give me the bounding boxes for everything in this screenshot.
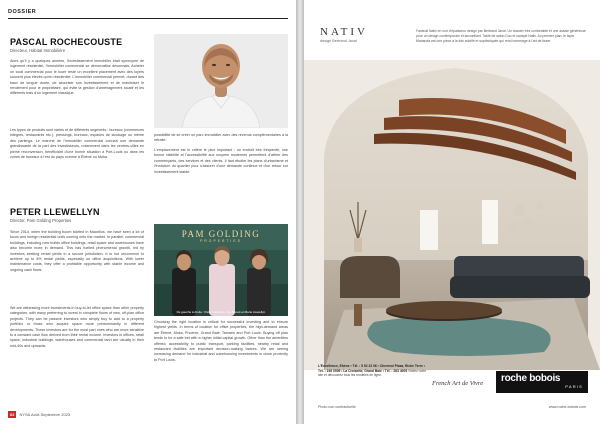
person2-name: PETER LLEWELLYN <box>10 207 100 217</box>
person2-paragraph-3: Choosing the right location is critical for successful investing and to ensure highest yields. In terms of location for office properties, the high-demand areas are Ébène, Moka, Phoenix, Grand Baie, Tamarin and Port Louis. Buying off plan tends to be a safe bet with a higher initial capital growth. Other than the amenities offered, accessibility to public transport, parking facilities, nearby retail and restaurant facilities are important decision-making factors. We are seeing increasing demand for industrial and warehousing investments in close proximity to Port Louis. <box>154 320 288 362</box>
person2-role: Director, Pam Golding Properties <box>10 218 72 223</box>
section-label: DOSSIER <box>8 9 37 15</box>
living-room-photo <box>304 60 600 370</box>
person2-team-photo <box>154 224 288 316</box>
left-page <box>0 0 296 424</box>
person1-paragraph-1: Alors qu'il y a quelques années, l'investissement immobilier était synonyme de logement résidentiel, l'immobilier commercial se démocratise désormais. Acheter un local commercial pour le louer reste un excellent placement avec des loyers souvent plus élevés qu'en résidentiel. L'immobilier commercial permet, durant des baux de longue durée, de sécuriser son investissement et de maximiser le rendement pour le propriétaire, qui évite la gestion d'aménagement locatif et les différents frais d'un logement classique. <box>10 59 144 96</box>
product-description: Fauteuil Nativ en cuir d'épaisseur design par Bertrand Javal. Un dossier très confortable et une assise généreuse pour un design contemporain et accueillant. Table de salon Duo et canapé Nativ. Au premier plan, le tapis Manarola est une pièce à la fois subtile et sophistiquée qui rend hommage à l'art de tisser. <box>416 29 586 43</box>
product-designer: design Bertrand Javal <box>320 39 357 43</box>
page-number: 62 <box>10 412 15 417</box>
team-photo-caption: De gauche à droite : Peter Llewellyn, Jay Benoit et Marie Llewellyn <box>176 310 266 314</box>
page-folio <box>8 411 70 418</box>
pam-golding-sign-sub: PROPERTIES <box>200 239 242 243</box>
disclaimer: Photo non contractuelle <box>318 405 356 409</box>
brand-city: PARIS <box>565 384 583 389</box>
person1-paragraph-4: L'emplacement est le critère le plus important : un endroit très fréquenté, une bonne visibilité et l'accessibilité aux moyens modernes permettent d'attirer des commerçants, des services et des clients. Il faut étudier les plans d'urbanisme et l'évolution du quartier pour s'assurer d'une demande continue et d'un retour sur investissement stable. <box>154 148 288 174</box>
spine-gutter <box>296 0 304 424</box>
brand-name: roche bobois <box>501 373 561 384</box>
person1-paragraph-3: possibilité de se créer un parc immobilier avec des revenus complémentaires à la retraite. <box>154 133 288 143</box>
right-page-advertisement <box>304 0 600 424</box>
product-title: NATIV <box>320 26 368 38</box>
issue-label: NYSA Août-Septembre 2023 <box>19 412 71 417</box>
store-addresses-bold: L'Excellence, Ebène • Tél. : 5 52 22 06 • Chevreul Plaza, Riche Terre • Tél. : 249 0505 • La Croisette, Grand Baie • Tél. : 263 4005 <box>318 364 425 373</box>
person1-name: PASCAL ROCHECOUSTE <box>10 37 123 47</box>
roche-bobois-logo <box>496 371 588 393</box>
person1-paragraph-2: Les types de produits sont variés et de différents segments : bureaux (commerces intégrés, restaurants etc.), pressings, bureaux, espaces de stockage ou même des parkings. Le marché de l'immobilier commercial connaît une demande grandissante de la part des investisseurs, notamment dans les centres-villes en pleine reconversion, bénéficiant d'une bonne situation à Port-Louis ou dans les zones de bureaux à l'est du pays comme à Ébène ou Moka. <box>10 128 144 160</box>
person2-paragraph-1: Since 2014, when the building boom started in Mauritius, we have seen a lot of focus and foreign residential units coming onto the market. In parallel, commercial buildings, including new builds office buildings, retail space and warehouses have also become more in demand. This has fuelled phenomenal growth, led by investors seeking rental yields in a secure jurisdiction. It is not uncommon to achieve up to 8% rental yields, especially on office acquisitions. With lower maintenance costs, they offer a profitable opportunity with stable income and ongoing cash flows. <box>10 230 144 272</box>
person1-portrait-photo <box>154 34 288 128</box>
person1-role: Directeur, Habitat Immobilière <box>10 48 66 53</box>
person2-paragraph-2: We are witnessing more investments in buy-to-let office space than other property categories, with many preferring to invest in complete floors of new, off-plan office projects. They can be passive investors who simply buy to add to a property portfolio or those who acquire space more predominantly in different developments. These investors are for the most part ones who are more sensitive to a constant cash flow derived from their rental income. Investors in offices, retail space, industrial buildings, warehouses and commercial land are usually in their mid-40s and upwards. <box>10 306 144 348</box>
product-heading <box>320 26 368 43</box>
store-addresses-note: Visitez notre site et découvrez tous les modèles en ligne. <box>318 368 427 378</box>
brand-slogan: French Art de Vivre <box>432 380 484 387</box>
section-divider <box>8 18 288 19</box>
pam-golding-sign: PAM GOLDING <box>181 229 261 239</box>
ad-footer <box>318 405 586 409</box>
store-addresses <box>318 364 428 378</box>
brand-website: www.roche-bobois.com <box>548 405 586 409</box>
